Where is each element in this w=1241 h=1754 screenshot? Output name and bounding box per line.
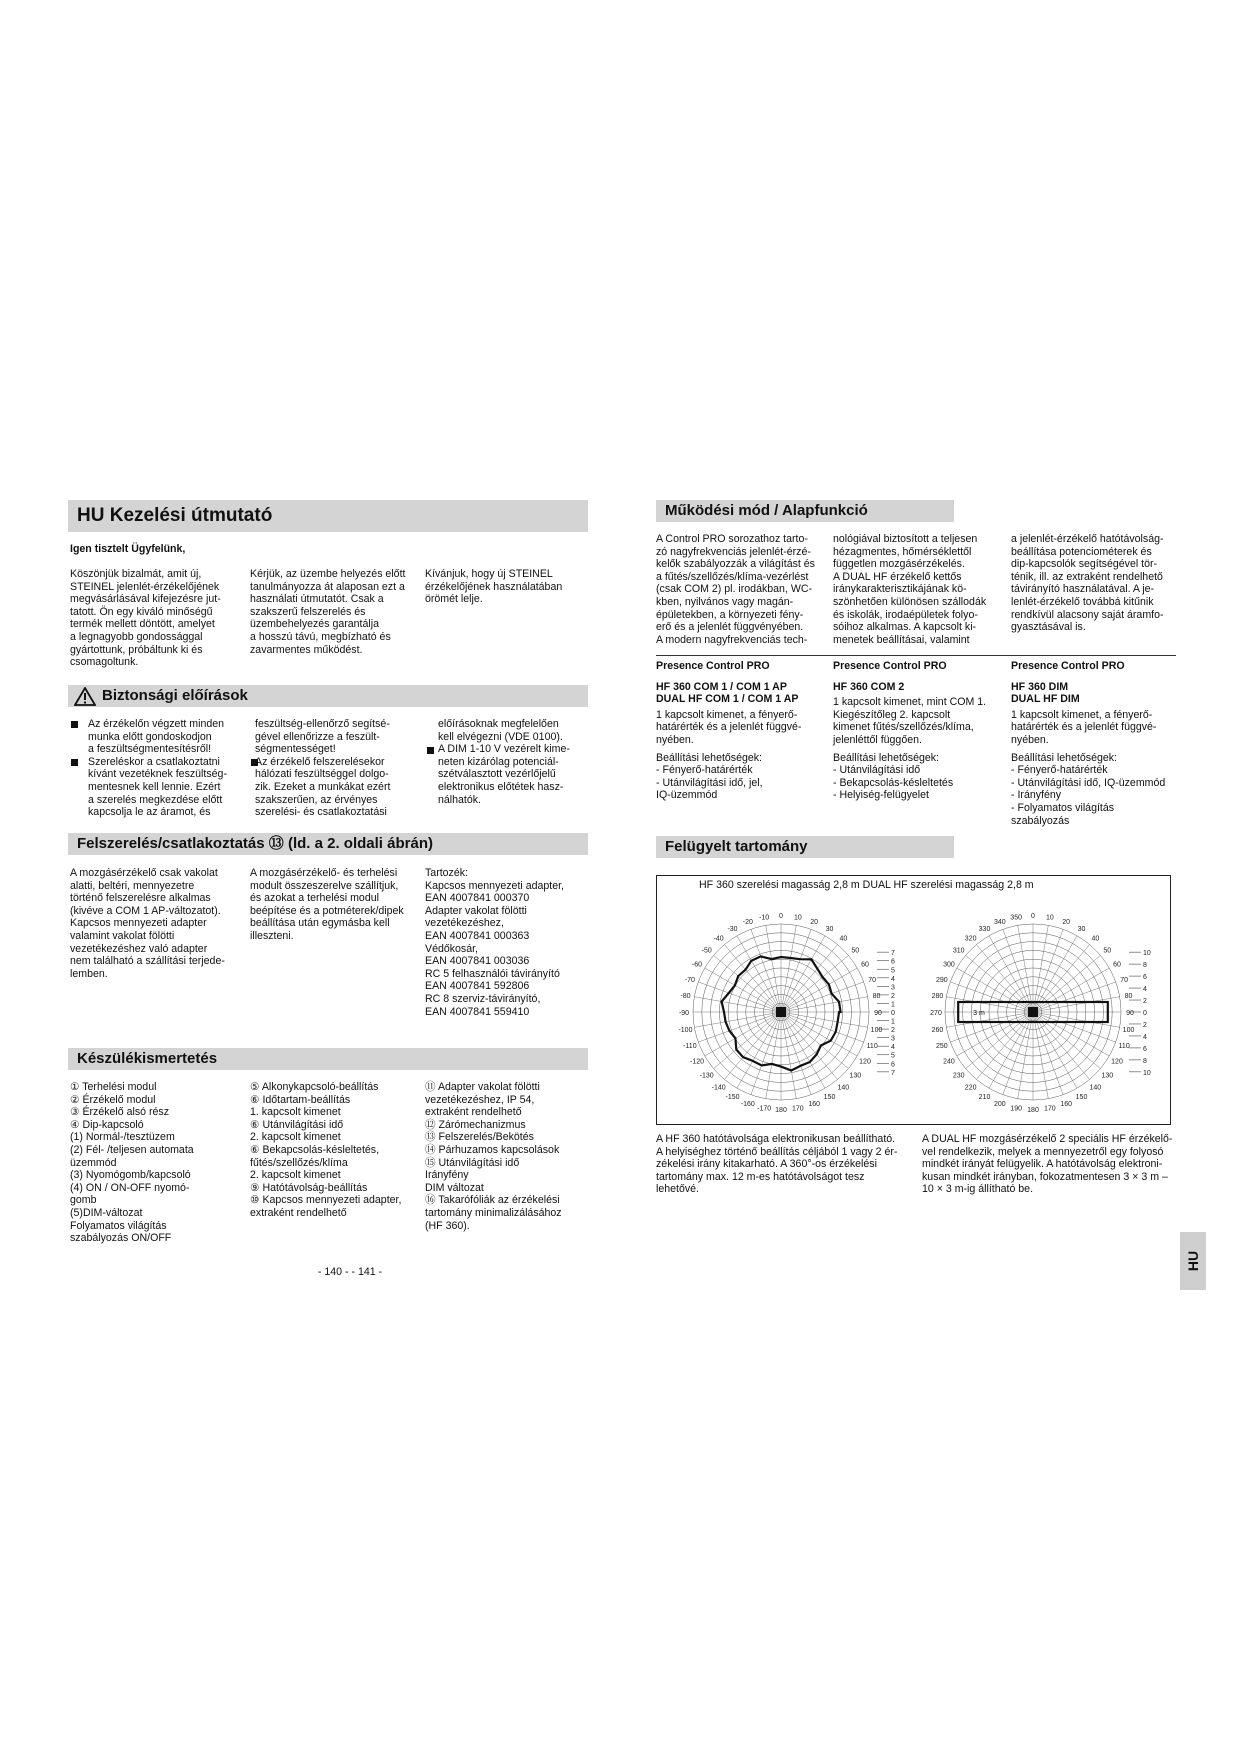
device-col-2: ⑤ Alkonykapcsoló-beállítás ⑥ Időtartam-beállítás 1. kapcsolt kimenet ⑥ Utánvilágítási idő 2. kapcsolt kimenet ⑥ Bekapcsolás-késleltetés, fűtés/szellőzés/klíma 2. kapcsolt kimenet ⑨ Hatótávolság-beállítás ⑩ Kapcsos mennyezeti adapter, extraként rendelhető	[250, 1081, 402, 1219]
angle-label: 220	[964, 1084, 977, 1092]
intro-col-2: Kérjük, az üzembe helyezés előtt tanulmányozza át alaposan ezt a használati útmutatót. Csak a szakszerű felszerelés és üzembehelyezés garantálja a hosszú távú, megbízható és zavarmentes működést.	[250, 568, 406, 656]
angle-label: -10	[759, 914, 770, 922]
install-col-1: A mozgásérzékelő csak vakolat alatti, beltéri, mennyezetre történő felszerelésre alkalmas (kivéve a COM 1 AP-változatot). Kapcsos mennyezeti adapter valamint vakolat fölötti vezetékezéshez való adapter nem található a szállítási terjede- lemben.	[70, 867, 225, 980]
angle-label: 230	[952, 1072, 965, 1080]
angle-label: 250	[936, 1043, 948, 1051]
range-left-caption: A HF 360 hatótávolsága elektronikusan beállítható. A helyiséghez történő beállítás céljából 1 vagy 2 ér- zékelési irány kitakarható. A 360°-os érzékelési tartomány max. 12 m-es hatótávolságot tesz lehetővé.	[656, 1133, 898, 1196]
angle-label: 90	[874, 1010, 882, 1017]
function-title: Működési mód / Alapfunkció	[665, 502, 868, 519]
function-divider	[656, 655, 1176, 656]
angle-label: 20	[1062, 918, 1071, 926]
angle-label: 90	[1126, 1010, 1134, 1017]
angle-label: 160	[808, 1101, 821, 1109]
angle-label: 290	[936, 976, 948, 984]
angle-label: 260	[931, 1026, 944, 1034]
side-tab-label: HU	[1184, 1250, 1201, 1272]
scale-label: 4	[891, 975, 895, 983]
angle-label: -50	[701, 947, 712, 955]
function-col-2: nológiával biztosított a teljesen hézagmentes, hőmérséklettől független mozgásérzékelés. A DUAL HF érzékelő kettős iránykarakterisztikájának kö- szönhetően különösen szállodák és iskolák, irodaépületek folyo- sóihoz alkalmas. A kapcsolt ki- menetek beállításai, valamint	[833, 533, 987, 646]
product-settings-label: Beállítási lehetőségek:	[656, 751, 763, 764]
scale-label: 5	[891, 1052, 895, 1060]
angle-label: 340	[993, 918, 1006, 926]
angle-label: 80	[1124, 993, 1133, 1001]
scale-label: 0	[891, 1010, 895, 1017]
angle-label: -150	[725, 1094, 740, 1102]
install-title: Felszerelés/csatlakoztatás ⑬ (ld. a 2. oldali ábrán)	[77, 835, 433, 852]
dualhf-polar-chart	[911, 892, 1171, 1124]
safety-col-1: Az érzékelőn végzett minden munka előtt gondoskodjon a feszültségmentesítésről! Szereléskor a csatlakoztatni kívánt vezetéknek feszültség- mentesnek kell lennie. Ezért a szerelés megkezdése előtt kapcsolja le az áramot, és	[88, 718, 227, 819]
angle-label: 120	[1111, 1058, 1123, 1066]
product-model: HF 360 COM 2	[833, 680, 905, 693]
safety-title-bar	[68, 685, 588, 707]
device-title: Készülékismertetés	[77, 1050, 218, 1067]
angle-label: -100	[678, 1026, 693, 1034]
angle-label: 60	[861, 961, 869, 969]
product-series: Presence Control PRO	[656, 660, 770, 672]
scale-label: 0	[1143, 1010, 1147, 1017]
product-series: Presence Control PRO	[1011, 660, 1125, 672]
range-right-caption: A DUAL HF mozgásérzékelő 2 speciális HF érzékelő- vel rendelkezik, melyek a mennyezetről egy folyosó mindkét irányát felügyelik. A hatótávolság elektroni- kusan mindkét irányban, fokozatmentesen 3 × 3 m – 10 × 3 m-ig állítható be.	[922, 1133, 1173, 1196]
angle-label: 200	[993, 1101, 1006, 1109]
angle-label: 350	[1010, 914, 1022, 922]
product-settings-label: Beállítási lehetőségek:	[1011, 751, 1118, 764]
page-title: HU Kezelési útmutató	[77, 505, 273, 526]
angle-label: -110	[683, 1043, 697, 1051]
sensor-center-mark	[776, 1007, 786, 1017]
angle-label: 30	[825, 925, 834, 933]
angle-label: 10	[793, 914, 802, 922]
hf360-polar-chart	[659, 892, 909, 1124]
diagram-caption: HF 360 szerelési magasság 2,8 m DUAL HF szerelési magasság 2,8 m	[699, 879, 1034, 891]
angle-label: 270	[930, 1010, 942, 1017]
angle-label: 190	[1010, 1105, 1022, 1113]
angle-label: -30	[727, 925, 738, 933]
angle-label: -140	[711, 1084, 726, 1092]
scale-label: 8	[1143, 1057, 1147, 1065]
product-model: HF 360 COM 1 / COM 1 AP DUAL HF COM 1 / COM 1 AP	[656, 680, 799, 706]
scale-label: 7	[891, 1069, 895, 1077]
scale-label: 3	[891, 984, 895, 992]
warning-icon	[74, 687, 96, 706]
product-2	[833, 660, 1008, 802]
angle-label: 150	[1075, 1094, 1088, 1102]
function-col-1: A Control PRO sorozathoz tarto- zó nagyfrekvenciás jelenlét-érzé- kelők szabályozzák a világítást és a fűtés/szellőzés/klíma-vezérlést (csak COM 2) pl. irodákban, WC- kben, nyilvános vagy magán- épületekben, a környezeti fény- erő és a jelenlét függvényében. A modern nagyfrekvenciás tech-	[656, 533, 815, 646]
product-settings-label: Beállítási lehetőségek:	[833, 751, 940, 764]
angle-label: -60	[691, 961, 703, 969]
angle-label: 60	[1113, 961, 1121, 969]
angle-label: -70	[684, 976, 695, 984]
angle-label: 50	[851, 947, 860, 955]
scale-label: 6	[1143, 974, 1147, 982]
safety-col-2: feszültség-ellenőrző segítsé- gével ellenőrizze a feszült- ségmentességet! Az érzékelő felszerelésekor hálózati feszültséggel dolgo- zik. Ezeket a munkákat ezért szakszerűen, az érvényes szerelési- és csatlakoztatási	[255, 718, 391, 819]
product-desc: 1 kapcsolt kimenet, mint COM 1. Kiegészítőleg 2. kapcsolt kimenet fűtés/szellőzés/klíma, jelenléttől függően.	[833, 696, 987, 746]
angle-label: 0	[1031, 913, 1035, 920]
angle-label: -160	[740, 1101, 755, 1109]
angle-label: 80	[872, 993, 881, 1001]
angle-label: 20	[810, 918, 819, 926]
angle-label: 300	[943, 961, 955, 969]
greeting: Igen tisztelt Ügyfelünk,	[70, 543, 186, 555]
install-col-2: A mozgásérzékelő- és terhelési modult összeszerelve szállítjuk, és azokat a terhelési modul beépítése és a potméterek/dipek beállítása után egymásba kell illeszteni.	[250, 867, 404, 942]
angle-label: 70	[868, 976, 877, 984]
bullet-square	[71, 721, 78, 728]
angle-label: 40	[839, 935, 848, 943]
range-title-bar	[656, 836, 954, 858]
function-title-bar	[656, 500, 954, 522]
safety-col-3: előírásoknak megfelelően kell elvégezni (VDE 0100). A DIM 1-10 V vezérelt kime- neten kizárólag potenciál- szétválasztott vezérlőjelű elektronikus előtétek hasz- nálhatók.	[438, 718, 570, 806]
scale-label: 4	[891, 1044, 895, 1052]
angle-label: 30	[1077, 925, 1086, 933]
bullet-square	[71, 759, 78, 766]
range-title: Felügyelt tartomány	[665, 838, 808, 855]
angle-label: -170	[757, 1105, 772, 1113]
angle-label: 70	[1120, 976, 1129, 984]
scale-label: 5	[891, 967, 895, 975]
angle-label: 330	[978, 925, 991, 933]
scale-label: 7	[891, 950, 895, 958]
angle-label: 130	[1101, 1072, 1114, 1080]
angle-label: 0	[779, 913, 783, 920]
angle-label: -20	[742, 918, 753, 926]
intro-col-3: Kívánjuk, hogy új STEINEL érzékelőjének használatában örömét lelje.	[425, 568, 563, 606]
angle-label: -90	[678, 1010, 690, 1017]
product-3	[1011, 660, 1191, 827]
angle-label: 310	[952, 947, 965, 955]
corridor-width-label: 3 m	[973, 1010, 985, 1017]
angle-label: 180	[775, 1107, 787, 1114]
angle-label: 150	[823, 1094, 836, 1102]
scale-label: 10	[1143, 1069, 1151, 1077]
scale-label: 2	[891, 1027, 895, 1035]
product-desc: 1 kapcsolt kimenet, a fényerő- határérték és a jelenlét függvé- nyében.	[1011, 708, 1157, 746]
scale-label: 2	[1143, 1021, 1147, 1029]
scale-label: 6	[1143, 1045, 1147, 1053]
scale-label: 3	[891, 1035, 895, 1043]
angle-label: 240	[943, 1058, 955, 1066]
sensor-center-mark	[1028, 1007, 1038, 1017]
angle-label: 170	[1044, 1105, 1056, 1113]
page-numbers: - 140 - - 141 -	[317, 1266, 383, 1278]
angle-label: -40	[713, 935, 724, 943]
device-title-bar	[68, 1048, 588, 1070]
angle-label: 140	[837, 1084, 850, 1092]
product-settings: - Fényerő-határérték - Utánvilágítási idő, IQ-üzemmód - Irányfény - Folyamatos világítás szabályozás	[1011, 764, 1166, 827]
scale-label: 4	[1143, 1033, 1147, 1041]
scale-label: 8	[1143, 962, 1147, 970]
product-1	[656, 660, 831, 802]
device-col-1: ① Terhelési modul ② Érzékelő modul ③ Érzékelő alsó rész ④ Dip-kapcsoló (1) Normál-/tesztüzem (2) Fél- /teljesen automata üzemmód (3) Nyomógomb/kapcsoló (4) ON / ON-OFF nyomó- gomb (5)DIM-változat Folyamatos világítás szabályozás ON/OFF	[70, 1081, 194, 1245]
install-col-3: Tartozék: Kapcsos mennyezeti adapter, EAN 4007841 000370 Adapter vakolat fölötti vezetékezéshez, EAN 4007841 000363 Védőkosár, EAN 4007841 003036 RC 5 felhasználói távirányító EAN 4007841 592806 RC 8 szerviz-távirányító, EAN 4007841 559410	[425, 867, 564, 1018]
angle-label: 140	[1089, 1084, 1102, 1092]
scale-label: 1	[891, 1018, 895, 1026]
intro-col-1: Köszönjük bizalmát, amit új, STEINEL jelenlét-érzékelőjének megvásárlásával kifejezésre jut- tatott. Ön egy kiváló minőségű termék mellett döntött, amelyet a legnagyobb gondossággal gyártottunk, próbáltunk ki és csomagoltunk.	[70, 568, 221, 669]
safety-title: Biztonsági előírások	[102, 687, 248, 704]
product-settings: - Utánvilágítási idő - Bekapcsolás-késleltetés - Helyiség-felügyelet	[833, 764, 954, 802]
angle-label: 10	[1045, 914, 1054, 922]
product-settings: - Fényerő-határérték - Utánvilágítási idő, jel, IQ-üzemmód	[656, 764, 763, 802]
scale-label: 6	[891, 958, 895, 966]
angle-label: 280	[931, 993, 944, 1001]
angle-label: 40	[1091, 935, 1100, 943]
angle-label: 110	[866, 1043, 878, 1051]
detection-range-diagram	[656, 875, 1171, 1125]
language-side-tab	[1180, 1232, 1206, 1290]
scale-label: 2	[891, 992, 895, 1000]
angle-label: 320	[964, 935, 977, 943]
scale-label: 2	[1143, 998, 1147, 1006]
angle-label: 130	[849, 1072, 862, 1080]
function-col-3: a jelenlét-érzékelő hatótávolság- beállítása potenciométerek és dip-kapcsolók segítségével tör- ténik, ill. az extraként rendelhető távirányító használatával. A je- lenlét-érzékelő továbbá kitűnik rendkívül alacsony saját áramfo- gyasztásával is.	[1011, 533, 1164, 634]
angle-label: 120	[859, 1058, 871, 1066]
angle-label: -130	[699, 1072, 714, 1080]
scale-label: 10	[1143, 950, 1151, 958]
angle-label: 100	[1122, 1026, 1135, 1034]
angle-label: 170	[792, 1105, 804, 1113]
angle-label: 160	[1060, 1101, 1073, 1109]
product-model: HF 360 DIM DUAL HF DIM	[1011, 680, 1080, 706]
angle-label: -120	[689, 1058, 705, 1066]
device-col-3: ⑪ Adapter vakolat fölötti vezetékezéshez, IP 54, extraként rendelhető ⑫ Zárómechanizmus ⑬ Felszerelés/Bekötés ⑭ Párhuzamos kapcsolások ⑮ Utánvilágítási idő Irányfény DIM változat ⑯ Takarófóliák az érzékelési tartomány minimalizálásához (HF 360).	[425, 1081, 562, 1232]
angle-label: 50	[1103, 947, 1112, 955]
angle-label: 180	[1027, 1107, 1039, 1114]
scale-label: 4	[1143, 986, 1147, 994]
left-title-bar	[68, 500, 588, 532]
bullet-square	[427, 747, 434, 754]
angle-label: 110	[1118, 1043, 1130, 1051]
scale-label: 1	[891, 1001, 895, 1009]
install-title-bar	[68, 833, 588, 855]
scale-label: 6	[891, 1061, 895, 1069]
angle-label: -80	[680, 993, 691, 1001]
product-series: Presence Control PRO	[833, 660, 947, 672]
angle-label: 100	[870, 1026, 883, 1034]
product-desc: 1 kapcsolt kimenet, a fényerő- határérték és a jelenlét függvé- nyében.	[656, 708, 802, 746]
angle-label: 210	[978, 1094, 991, 1102]
